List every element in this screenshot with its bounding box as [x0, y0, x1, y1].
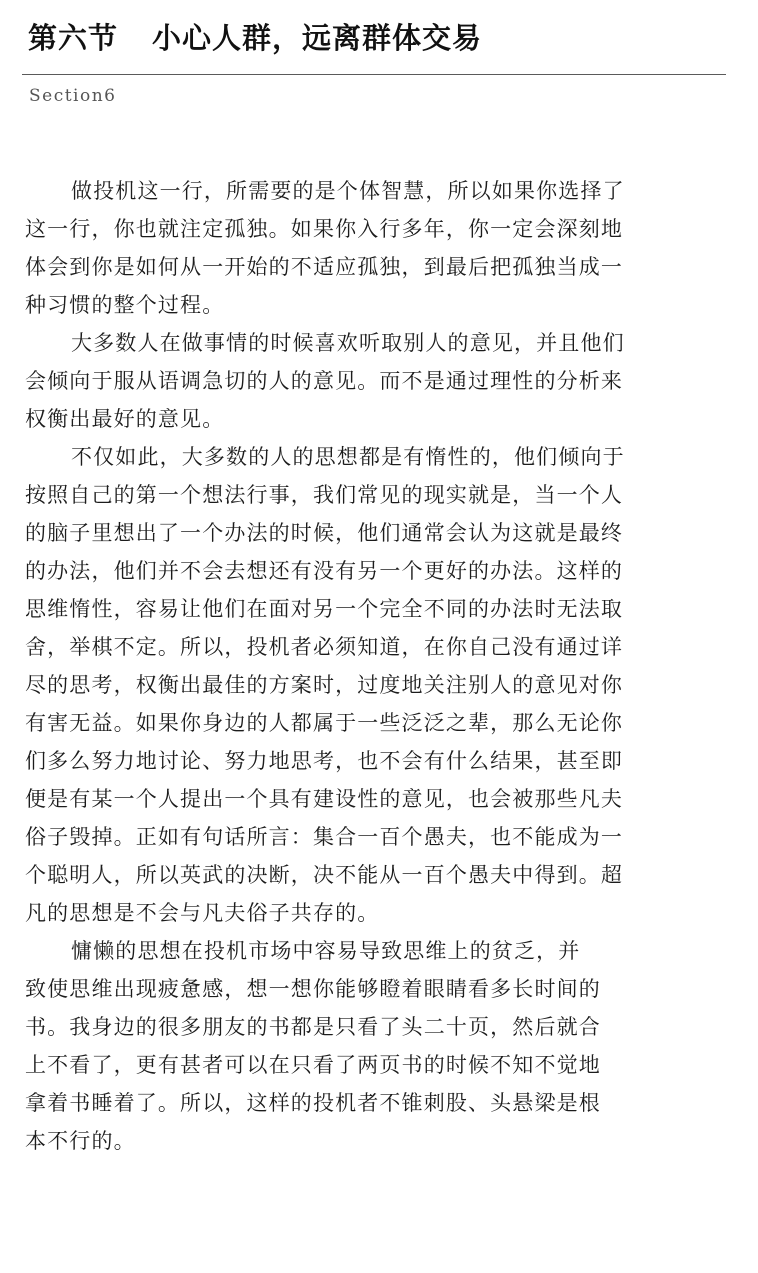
chapter-header — [28, 18, 728, 58]
text-line: 俗子毁掉。正如有句话所言：集合一百个愚夫，也不能成为一 — [25, 825, 624, 849]
text-line: 做投机这一行，所需要的是个体智慧，所以如果你选择了 — [71, 179, 625, 203]
text-line: 有害无益。如果你身边的人都属于一些泛泛之辈，那么无论你 — [25, 711, 624, 735]
text-line: 上不看了，更有甚者可以在只看了两页书的时候不知不觉地 — [25, 1053, 601, 1077]
text-line: 凡的思想是不会与凡夫俗子共存的。 — [25, 901, 380, 925]
text-line: 体会到你是如何从一开始的不适应孤独，到最后把孤独当成一 — [25, 255, 624, 279]
paragraph-1 — [25, 172, 725, 324]
text-line: 的办法，他们并不会去想还有没有另一个更好的办法。这样的 — [25, 559, 624, 583]
text-line: 大多数人在做事情的时候喜欢听取别人的意见，并且他们 — [71, 331, 625, 355]
text-line: 权衡出最好的意见。 — [25, 407, 225, 431]
body-text — [25, 172, 725, 1160]
chapter-title: 小心人群，远离群体交易 — [152, 21, 483, 55]
text-line: 致使思维出现疲惫感，想一想你能够瞪着眼睛看多长时间的 — [25, 977, 601, 1001]
text-line: 的脑子里想出了一个办法的时候，他们通常会认为这就是最终 — [25, 521, 624, 545]
text-line: 思维惰性，容易让他们在面对另一个完全不同的办法时无法取 — [25, 597, 624, 621]
text-line: 不仅如此，大多数的人的思想都是有惰性的，他们倾向于 — [71, 445, 625, 469]
header-divider — [22, 74, 726, 75]
text-line: 慵懒的思想在投机市场中容易导致思维上的贫乏，并 — [71, 939, 581, 963]
paragraph-3 — [25, 438, 725, 932]
chapter-number: 第六节 — [28, 21, 119, 55]
text-line: 们多么努力地讨论、努力地思考，也不会有什么结果，甚至即 — [25, 749, 624, 773]
text-line: 尽的思考，权衡出最佳的方案时，过度地关注别人的意见对你 — [25, 673, 624, 697]
chapter-heading — [28, 18, 728, 58]
text-line: 本不行的。 — [25, 1129, 136, 1153]
section-label: Section6 — [29, 86, 117, 106]
text-line: 种习惯的整个过程。 — [25, 293, 225, 317]
text-line: 舍，举棋不定。所以，投机者必须知道，在你自己没有通过详 — [25, 635, 624, 659]
text-line: 会倾向于服从语调急切的人的意见。而不是通过理性的分析来 — [25, 369, 624, 393]
paragraph-2 — [25, 324, 725, 438]
text-line: 个聪明人，所以英武的决断，决不能从一百个愚夫中得到。超 — [25, 863, 624, 887]
text-line: 书。我身边的很多朋友的书都是只看了头二十页，然后就合 — [25, 1015, 601, 1039]
text-line: 这一行，你也就注定孤独。如果你入行多年，你一定会深刻地 — [25, 217, 624, 241]
text-line: 按照自己的第一个想法行事，我们常见的现实就是，当一个人 — [25, 483, 624, 507]
text-line: 便是有某一个人提出一个具有建设性的意见，也会被那些凡夫 — [25, 787, 624, 811]
paragraph-4 — [25, 932, 725, 1160]
text-line: 拿着书睡着了。所以，这样的投机者不锥刺股、头悬梁是根 — [25, 1091, 601, 1115]
